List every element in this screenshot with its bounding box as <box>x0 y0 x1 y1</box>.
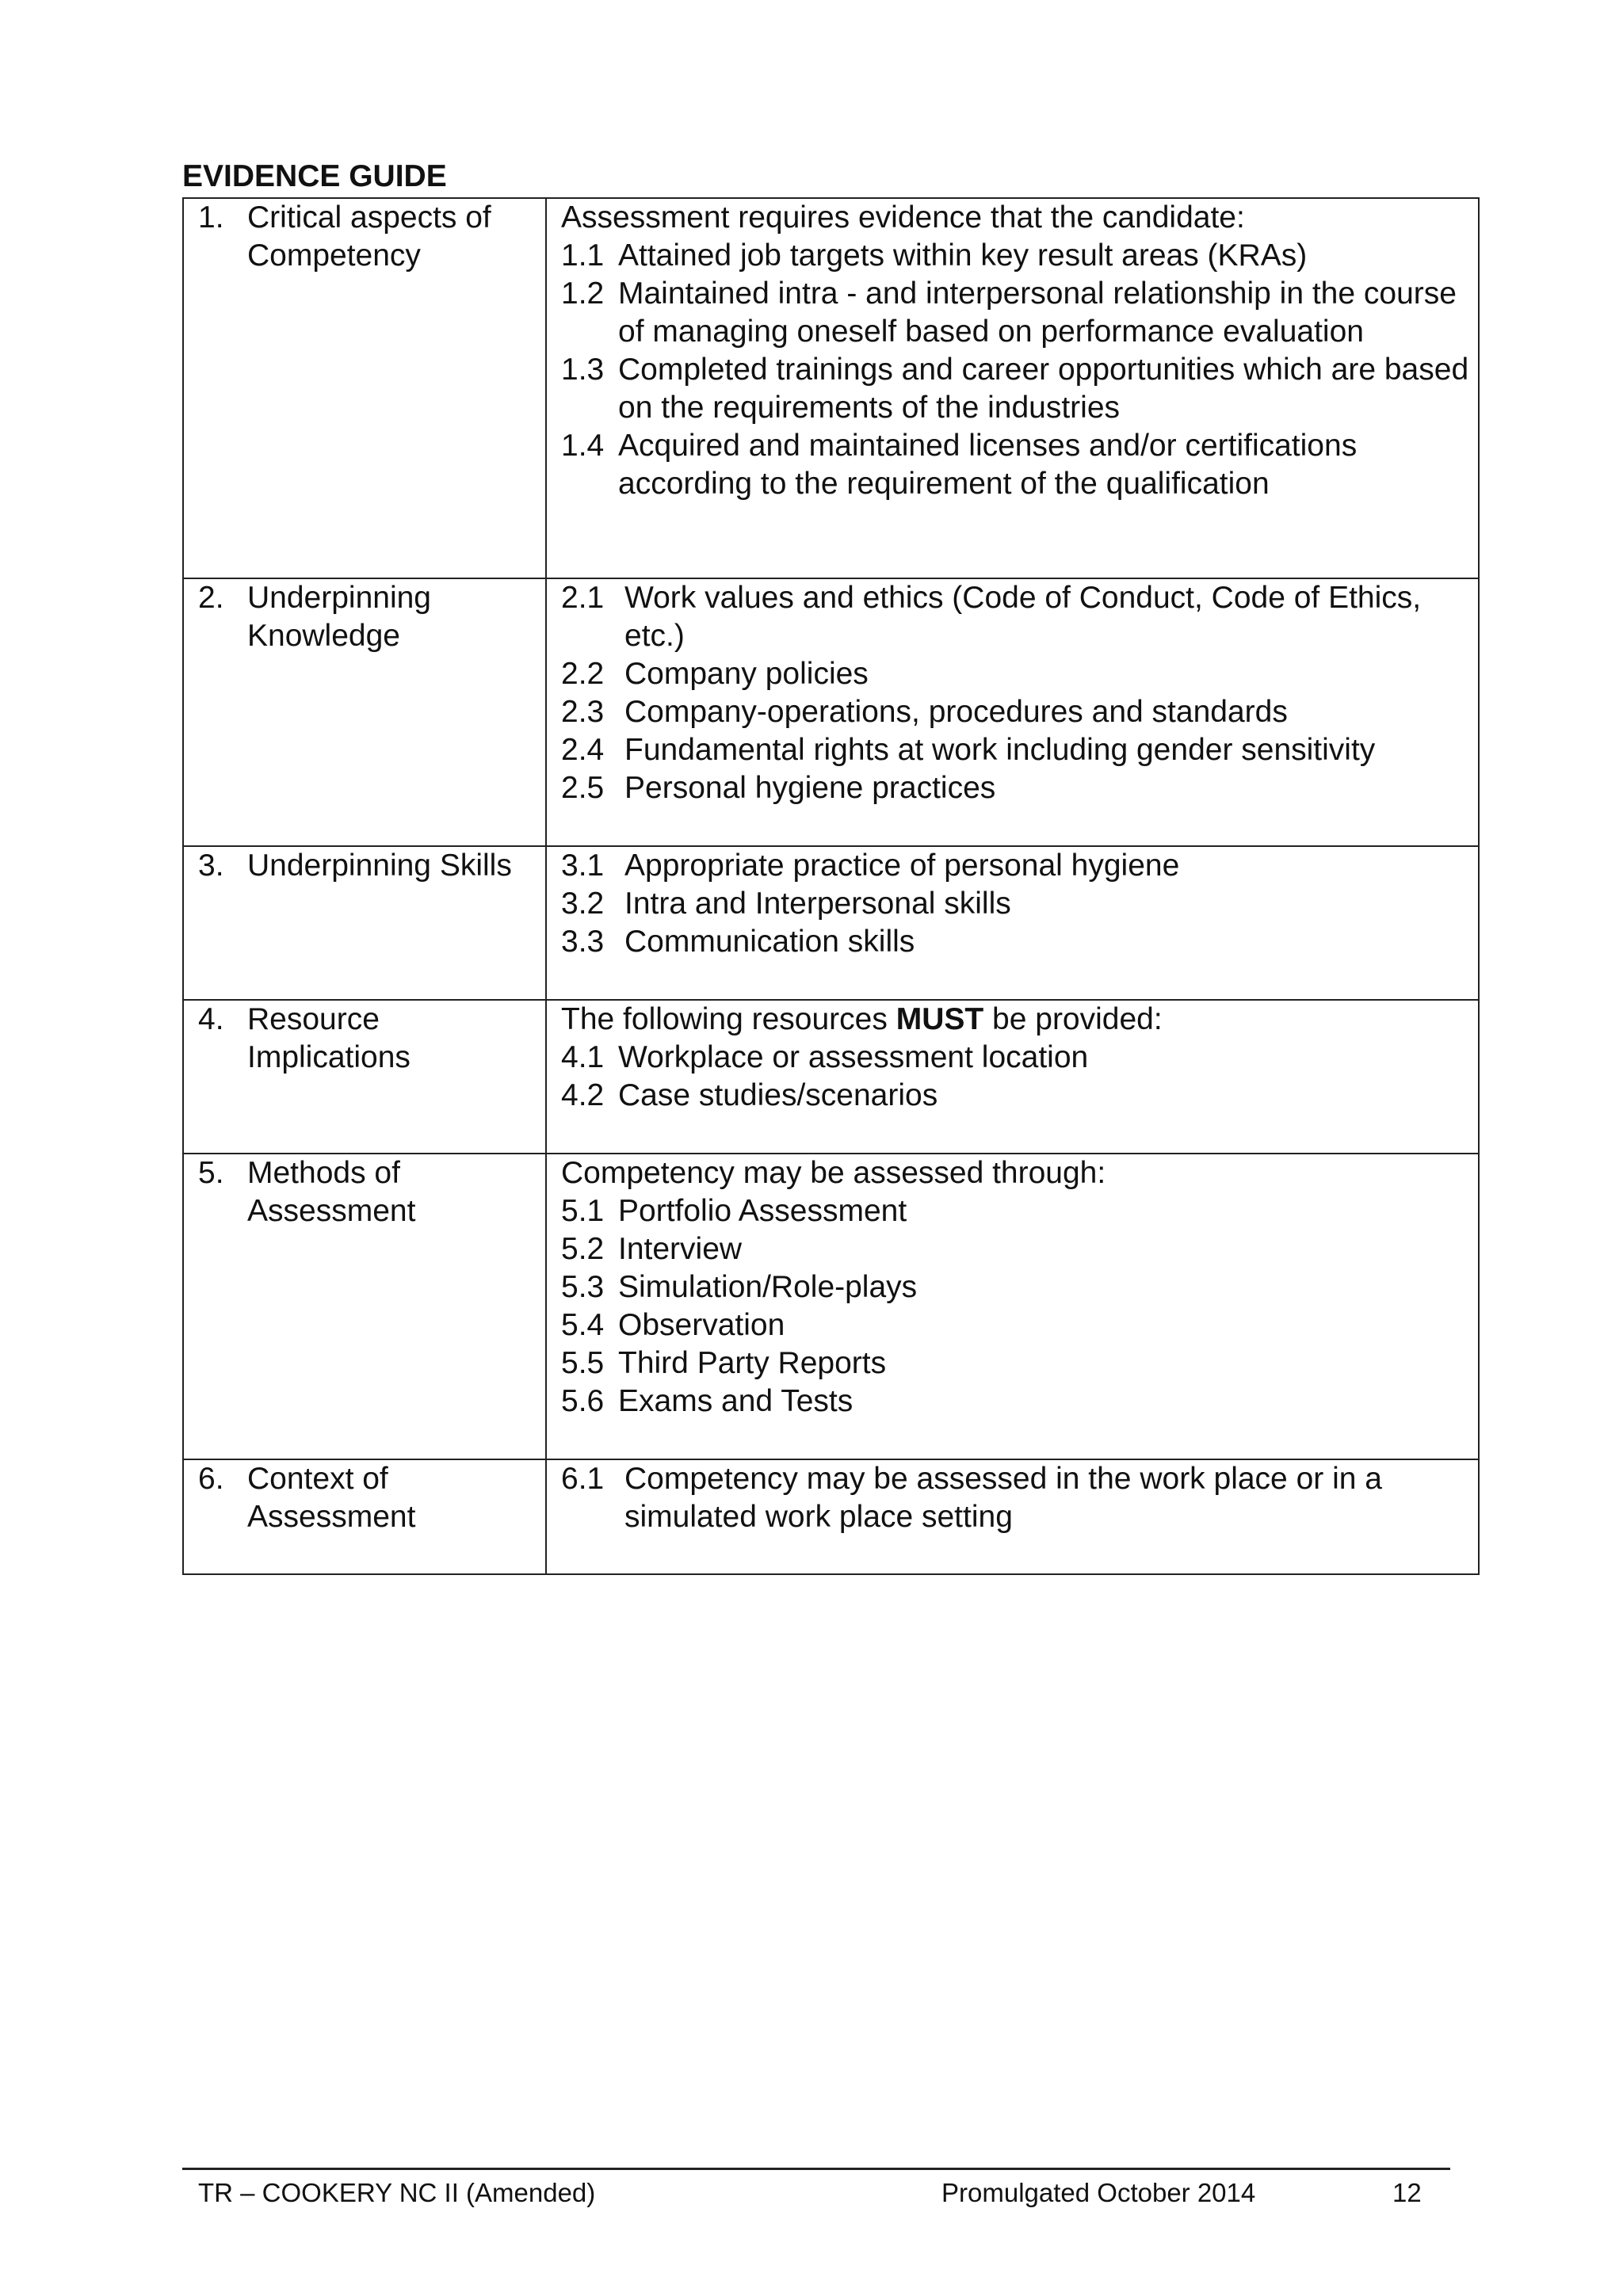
list-item <box>561 769 1470 807</box>
item-text: Maintained intra - and interpersonal relationship in the course of managing oneself based on performance evaluation <box>618 277 1457 349</box>
item-text: Intra and Interpersonal skills <box>624 887 1011 921</box>
item-text: Simulation/Role-plays <box>618 1270 918 1304</box>
item-text: Personal hygiene practices <box>624 771 996 805</box>
list-item <box>561 923 1470 961</box>
item-number: 3.1 <box>561 849 605 883</box>
item-number: 5.1 <box>561 1194 605 1228</box>
item-text: Observation <box>618 1308 785 1342</box>
item-number: 5.3 <box>561 1270 605 1304</box>
item-text: Exams and Tests <box>618 1384 854 1418</box>
item-text: Interview <box>618 1232 743 1266</box>
row-label-cell <box>183 198 546 578</box>
intro-after: be provided: <box>983 1002 1163 1036</box>
evidence-guide-table <box>182 197 1480 1575</box>
row-intro: Competency may be assessed through: <box>561 1156 1106 1190</box>
item-text: Attained job targets within key result areas (KRAs) <box>618 238 1308 273</box>
item-text: Company policies <box>624 657 869 691</box>
table-row <box>183 578 1479 846</box>
item-text: Competency may be assessed in the work place or in a simulated work place setting <box>624 1462 1382 1534</box>
item-number: 2.3 <box>561 695 605 729</box>
list-item <box>561 1268 1470 1306</box>
row-label: Resource Implications <box>247 1002 411 1074</box>
row-number: 5. <box>198 1156 224 1190</box>
item-text: Communication skills <box>624 925 915 959</box>
row-label: Context of Assessment <box>247 1462 416 1534</box>
list-item <box>561 1230 1470 1268</box>
list-item <box>561 847 1470 885</box>
item-number: 2.2 <box>561 657 605 691</box>
table-row <box>183 1000 1479 1154</box>
item-text: Workplace or assessment location <box>618 1040 1089 1074</box>
row-number: 6. <box>198 1462 224 1496</box>
row-label: Underpinning Knowledge <box>247 581 432 653</box>
item-number: 1.4 <box>561 429 605 463</box>
list-item <box>561 351 1470 427</box>
intro-before: The following resources <box>561 1002 896 1036</box>
row-label: Underpinning Skills <box>247 849 512 883</box>
item-number: 1.3 <box>561 353 605 387</box>
row-number: 4. <box>198 1002 224 1036</box>
item-number: 3.2 <box>561 887 605 921</box>
item-number: 3.3 <box>561 925 605 959</box>
row-content-cell <box>546 846 1479 1000</box>
list-item <box>561 731 1470 769</box>
footer-promulgation-date: Promulgated October 2014 <box>941 2178 1256 2207</box>
list-item <box>561 1192 1470 1230</box>
item-number: 2.1 <box>561 581 605 615</box>
list-item <box>561 237 1470 275</box>
item-number: 5.2 <box>561 1232 605 1266</box>
list-item <box>561 655 1470 693</box>
row-number: 1. <box>198 200 224 235</box>
row-content-cell <box>546 1459 1479 1574</box>
footer-divider <box>182 2168 1450 2170</box>
item-number: 2.5 <box>561 771 605 805</box>
item-text: Fundamental rights at work including gender sensitivity <box>624 733 1376 767</box>
item-text: Third Party Reports <box>618 1346 887 1380</box>
row-number: 3. <box>198 849 224 883</box>
item-number: 5.6 <box>561 1384 605 1418</box>
table-row <box>183 1154 1479 1459</box>
row-label-cell <box>183 846 546 1000</box>
item-text: Case studies/scenarios <box>618 1078 938 1112</box>
item-number: 5.5 <box>561 1346 605 1380</box>
row-intro <box>561 1001 1470 1039</box>
item-text: Work values and ethics (Code of Conduct, Code of Ethics, etc.) <box>624 581 1422 653</box>
list-item <box>561 579 1470 655</box>
item-text: Appropriate practice of personal hygiene <box>624 849 1180 883</box>
item-number: 2.4 <box>561 733 605 767</box>
list-item <box>561 1039 1470 1077</box>
list-item <box>561 693 1470 731</box>
list-item <box>561 1344 1470 1383</box>
item-number: 5.4 <box>561 1308 605 1342</box>
item-number: 1.1 <box>561 238 605 273</box>
item-text: Completed trainings and career opportunities which are based on the requirements of the industries <box>618 353 1469 425</box>
row-label-cell <box>183 1000 546 1154</box>
item-text: Company-operations, procedures and standards <box>624 695 1288 729</box>
footer-document-title: TR – COOKERY NC II (Amended) <box>198 2178 596 2207</box>
intro-emphasis: MUST <box>896 1002 984 1036</box>
list-item <box>561 427 1470 503</box>
list-item <box>561 275 1470 351</box>
list-item <box>561 1306 1470 1344</box>
item-text: Acquired and maintained licenses and/or certifications according to the requirement of the qualification <box>618 429 1358 501</box>
item-number: 6.1 <box>561 1462 605 1496</box>
list-item <box>561 885 1470 923</box>
page-heading: EVIDENCE GUIDE <box>182 159 447 193</box>
row-label: Critical aspects of Competency <box>247 200 491 273</box>
table-row <box>183 1459 1479 1574</box>
row-label: Methods of Assessment <box>247 1156 416 1228</box>
row-number: 2. <box>198 581 224 615</box>
footer-page-number: 12 <box>1392 2178 1422 2207</box>
row-label-cell <box>183 1459 546 1574</box>
list-item <box>561 1460 1470 1536</box>
row-intro: Assessment requires evidence that the candidate: <box>561 200 1245 235</box>
row-label-cell <box>183 1154 546 1459</box>
row-content-cell <box>546 578 1479 846</box>
row-content-cell <box>546 1154 1479 1459</box>
item-text: Portfolio Assessment <box>618 1194 907 1228</box>
row-content-cell <box>546 198 1479 578</box>
list-item <box>561 1077 1470 1115</box>
item-number: 4.2 <box>561 1078 605 1112</box>
table-row <box>183 198 1479 578</box>
table-row <box>183 846 1479 1000</box>
list-item <box>561 1383 1470 1421</box>
item-number: 1.2 <box>561 277 605 311</box>
row-content-cell <box>546 1000 1479 1154</box>
row-label-cell <box>183 578 546 846</box>
item-number: 4.1 <box>561 1040 605 1074</box>
